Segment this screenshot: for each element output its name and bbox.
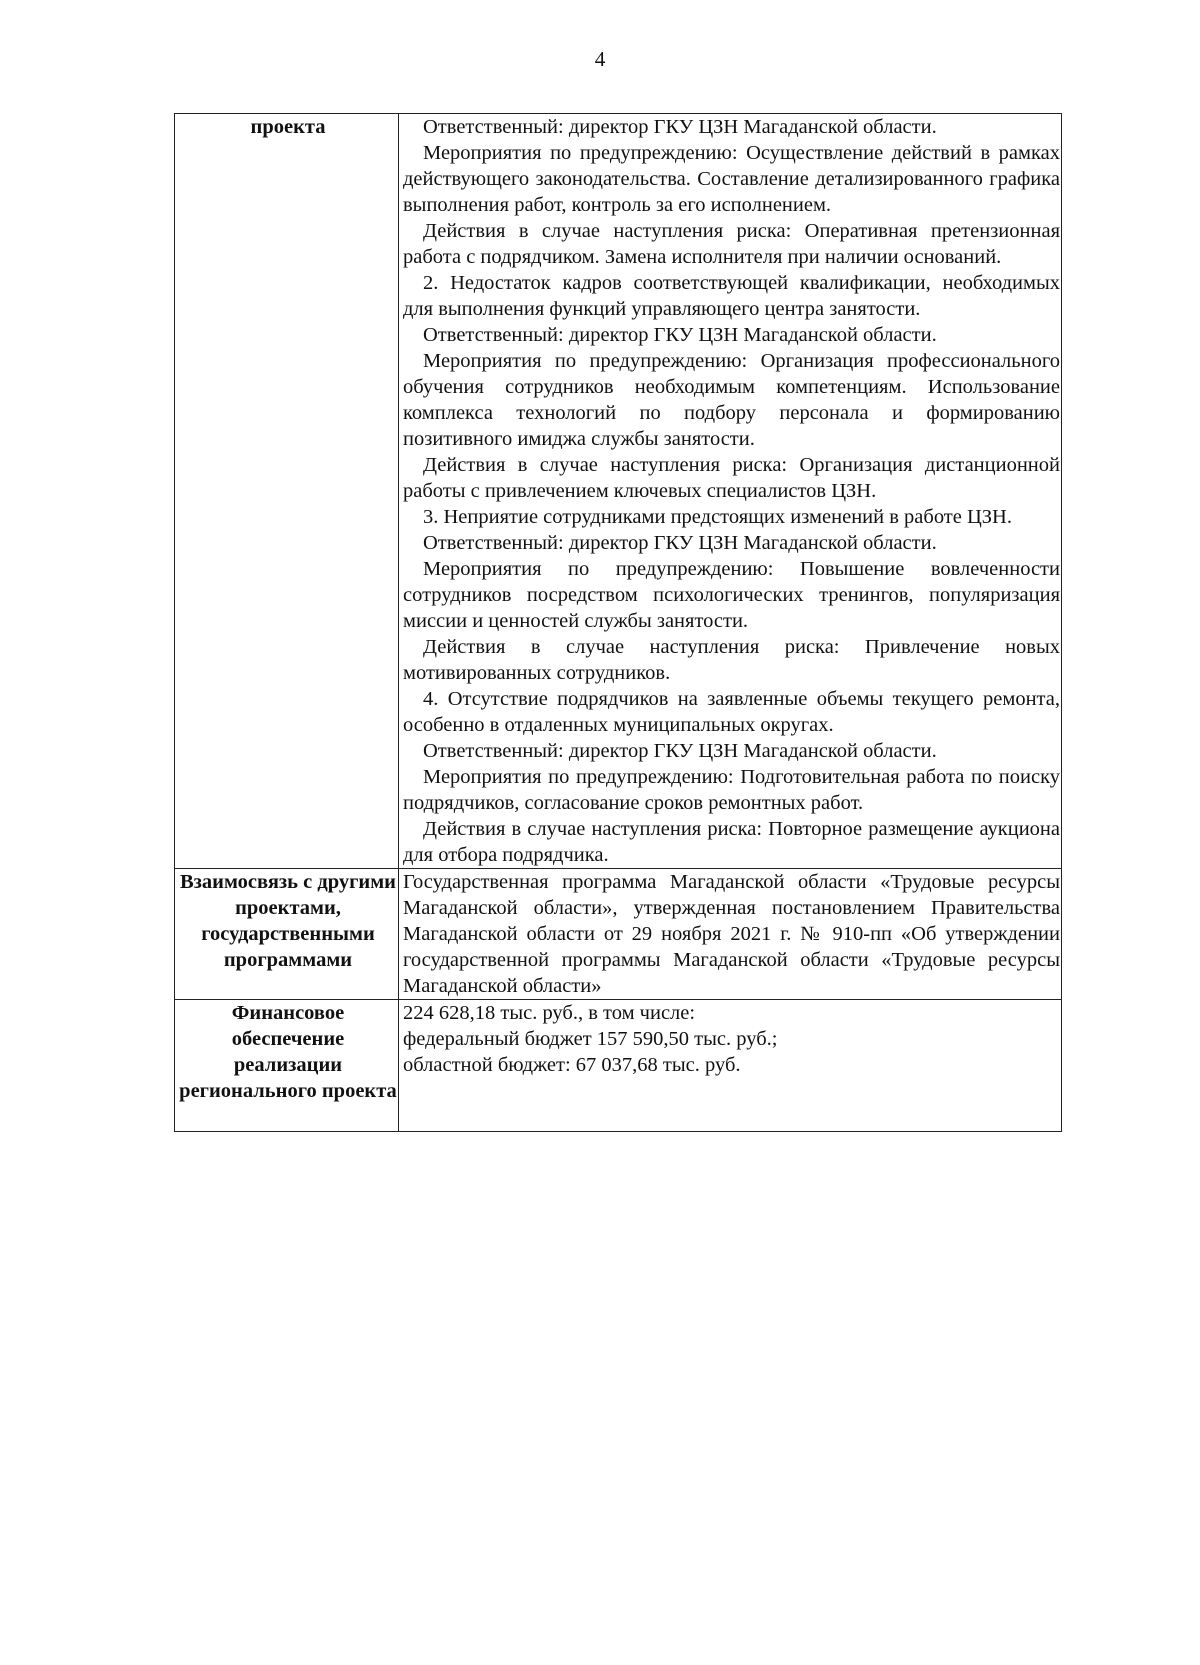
paragraph: Мероприятия по предупреждению: Организация профессионального обучения сотрудников необходимым компетенциям. Использование комплекса технологий по подбору персонала и формированию позитивного имиджа службы занятости. — [403, 350, 1060, 450]
table-row-financing — [175, 1000, 1062, 1132]
paragraph: Государственная программа Магаданской области «Трудовые ресурсы Магаданской области», утвержденная постановлением Правительства Магаданской области от 29 ноября 2021 г. № 910-пп «Об утверждении государственной программы Магаданской области «Трудовые ресурсы Магаданской области» — [403, 871, 1060, 997]
row-content-risks — [399, 114, 1062, 869]
paragraph: 2. Недостаток кадров соответствующей квалификации, необходимых для выполнения функций управляющего центра занятости. — [403, 272, 1060, 320]
row-label-project: проекта — [175, 114, 399, 869]
paragraph: Ответственный: директор ГКУ ЦЗН Магаданской области. — [423, 532, 937, 554]
paragraph: Ответственный: директор ГКУ ЦЗН Магаданской области. — [423, 324, 937, 346]
paragraph: Мероприятия по предупреждению: Повышение вовлеченности сотрудников посредством психологических тренингов, популяризация миссии и ценностей службы занятости. — [403, 558, 1060, 632]
paragraph: Действия в случае наступления риска: Повторное размещение аукциона для отбора подрядчика. — [403, 818, 1060, 866]
paragraph: Мероприятия по предупреждению: Подготовительная работа по поиску подрядчиков, согласование сроков ремонтных работ. — [403, 766, 1060, 814]
paragraph: Мероприятия по предупреждению: Осуществление действий в рамках действующего законодательства. Составление детализированного графика выполнения работ, контроль за его исполнением. — [403, 142, 1060, 216]
paragraph: Действия в случае наступления риска: Организация дистанционной работы с привлечением ключевых специалистов ЦЗН. — [403, 454, 1060, 502]
project-table — [174, 113, 1062, 1132]
paragraph: областной бюджет: 67 037,68 тыс. руб. — [403, 1054, 741, 1076]
table-row-risks — [175, 114, 1062, 869]
paragraph: Ответственный: директор ГКУ ЦЗН Магаданской области. — [423, 116, 937, 138]
paragraph: 224 628,18 тыс. руб., в том числе: — [403, 1002, 696, 1024]
paragraph: 3. Неприятие сотрудниками предстоящих изменений в работе ЦЗН. — [423, 506, 1012, 528]
row-label-links: Взаимосвязь с другими проектами, государственными программами — [175, 869, 399, 1000]
paragraph: Действия в случае наступления риска: Привлечение новых мотивированных сотрудников. — [403, 636, 1060, 684]
paragraph: 4. Отсутствие подрядчиков на заявленные объемы текущего ремонта, особенно в отдаленных муниципальных округах. — [403, 688, 1060, 736]
paragraph: федеральный бюджет 157 590,50 тыс. руб.; — [403, 1028, 778, 1050]
table-row-links — [175, 869, 1062, 1000]
row-content-links — [399, 869, 1062, 1000]
paragraph: Ответственный: директор ГКУ ЦЗН Магаданской области. — [423, 740, 937, 762]
row-label-financing: Финансовое обеспечение реализации регионального проекта — [175, 1000, 399, 1132]
row-content-financing — [399, 1000, 1062, 1132]
page-number: 4 — [594, 47, 606, 71]
paragraph: Действия в случае наступления риска: Оперативная претензионная работа с подрядчиком. Замена исполнителя при наличии оснований. — [403, 220, 1060, 268]
